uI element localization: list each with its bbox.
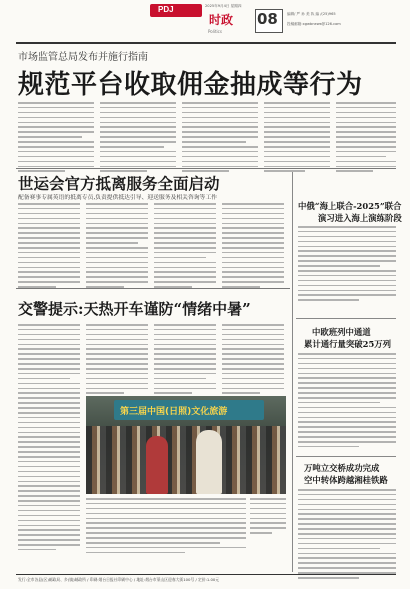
story2-col-1 [18, 203, 80, 291]
section-title: 时政 [209, 13, 234, 27]
sidebar-story3-title-2: 空中转体跨越湘桂铁路 [304, 475, 388, 485]
story2-col-3 [154, 203, 216, 291]
sidebar-divider [292, 172, 293, 572]
email-line: 投稿邮箱:xgwbnews@126.com [287, 22, 341, 26]
date-line: 2025年9月4日 星期四 [205, 4, 242, 8]
logo-text: PDJ [158, 5, 174, 14]
sidebar-story2-title-2: 累计通行量突破25万列 [304, 339, 392, 349]
main-story-col-2 [100, 102, 176, 175]
story2-divider [16, 288, 290, 289]
main-story-divider [16, 168, 396, 169]
masthead [0, 0, 410, 44]
story3-col-2b [86, 498, 246, 557]
sidebar-story3-body [298, 489, 396, 582]
sidebar-divider-1 [296, 318, 396, 319]
photo-person [196, 430, 222, 494]
story3-headline: 交警提示:天热开车谨防“情绪中暑” [18, 300, 251, 318]
story2-headline: 世运会官方抵离服务全面启动 [18, 174, 220, 193]
footer-text: 发行:全市各县(区)邮政局、乡(镇)邮政所 / 印刷:烟台日报社印刷中心 / 地址:烟台市莱山区迎春大街100号 / 定价:1.00元 [18, 577, 220, 582]
sidebar-divider-2 [296, 456, 396, 457]
main-headline: 规范平台收取佣金抽成等行为 [18, 70, 363, 100]
story2-subhead: 配备赛事专属英语的抵离专员,负责提供抵达引导、迎送服务及相关咨询等工作 [18, 195, 217, 201]
sidebar-story2-body [298, 353, 396, 451]
page-number: 08 [257, 10, 278, 28]
masthead-divider [16, 42, 396, 44]
main-story-col-3 [182, 102, 258, 175]
photo-crowd [86, 426, 286, 494]
story3-col-4 [222, 324, 284, 397]
footer-divider [16, 574, 396, 575]
main-story-col-4 [264, 102, 330, 175]
main-story-col-5 [336, 102, 396, 175]
sidebar-story3-title: 万吨立交桥成功完成 [304, 463, 380, 473]
photo-banner-text: 第三届中国(日照)文化旅游 [120, 407, 228, 417]
news-photo [86, 396, 286, 494]
story3-col-1 [18, 324, 80, 554]
sidebar-story2-title: 中欧班列中通道 [312, 327, 371, 337]
photo-person [146, 436, 168, 494]
main-story-col-1 [18, 102, 94, 175]
editor-line: 编辑/ 严 孙 美 执 编 /(25)965 [287, 12, 336, 16]
story3-col-2 [86, 324, 148, 397]
story3-col-3 [154, 324, 216, 397]
sidebar-story1-title-2: 演习进入海上演练阶段 [318, 213, 402, 223]
story2-col-2 [86, 203, 148, 291]
section-subtitle: Politics [208, 29, 222, 34]
sidebar-story1-title: 中俄“海上联合-2025”联合 [298, 201, 402, 211]
story2-col-4 [222, 203, 284, 291]
main-kicker: 市场监管总局发布并施行指南 [18, 52, 148, 63]
photo-caption [250, 498, 286, 537]
sidebar-story1-body [298, 226, 396, 304]
